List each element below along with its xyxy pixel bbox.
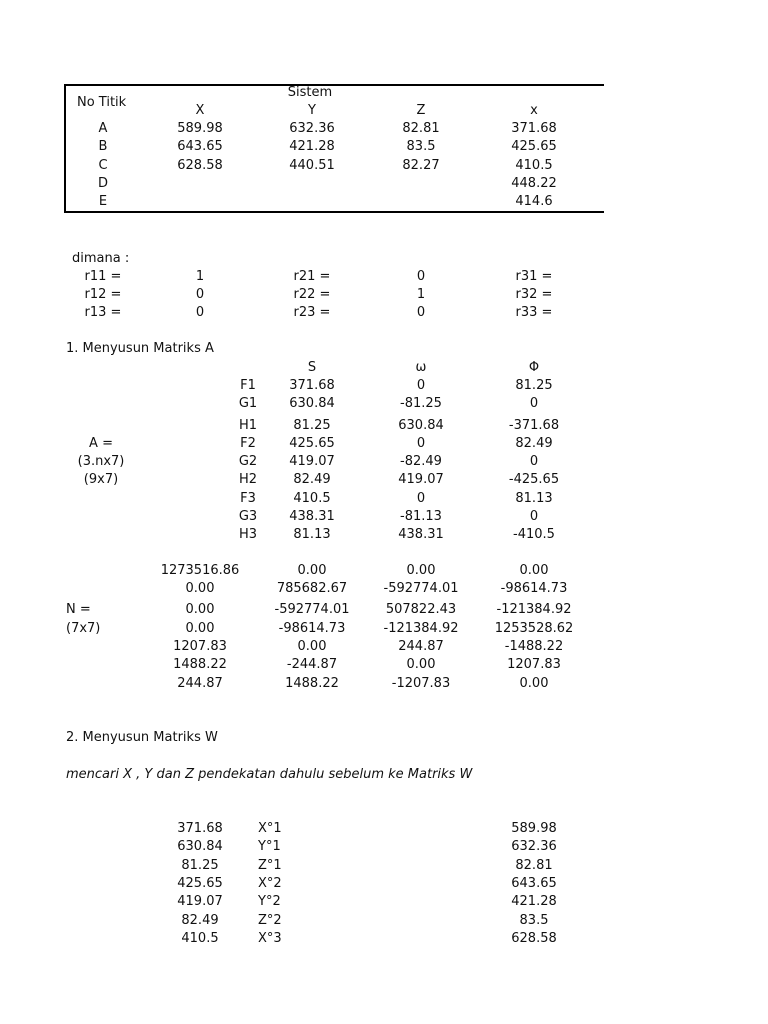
rotation-cell: r11 = [84,269,122,284]
matrix-a-cell: -410.5 [513,527,555,542]
matrix-a-cell: 419.07 [398,472,444,487]
rotation-cell: r23 = [293,305,331,320]
rotation-cell: r33 = [515,305,553,320]
table-row-label: D [97,175,109,191]
approx-value: 630.84 [177,839,223,855]
rotation-cell: r12 = [84,287,122,302]
matrix-a-header: S [307,360,317,375]
header-no-titik: No Titik [77,95,127,110]
dimana-label: dimana : [72,251,130,266]
table-cell: 425.65 [511,139,557,155]
matrix-a-cell: 82.49 [515,436,553,451]
matrix-n-cell: 0.00 [185,602,215,617]
table-cell: 632.36 [289,121,335,136]
matrix-a-row-label: H2 [238,472,258,487]
matrix-a-cell: 0 [416,436,426,451]
column-header-x: x [530,103,538,118]
column-header-x: X [195,103,205,118]
matrix-n-cell: -121384.92 [496,602,572,617]
approx-value: 82.81 [515,857,553,873]
matrix-a-cell: 81.25 [515,378,553,393]
matrix-a-row-label: G3 [238,509,258,524]
matrix-n-cell: 1488.22 [173,657,227,672]
table-cell: 82.27 [402,157,440,173]
approx-value: 628.58 [511,930,557,946]
matrix-n-cell: 1207.83 [507,657,561,672]
rotation-cell: 1 [416,287,426,302]
matrix-n-cell: -244.87 [286,657,338,672]
matrix-a-row-label: H1 [238,418,258,433]
matrix-a-cell: -81.25 [400,396,442,411]
section1-title: 1. Menyusun Matriks A [66,341,214,356]
matrix-n-cell: 0.00 [297,563,327,578]
table-cell: 82.81 [402,121,440,136]
approx-value: 82.49 [181,912,219,928]
approx-label: Y°1 [258,839,281,855]
matrix-n-cell: -1488.22 [504,639,564,654]
matrix-n-size: (7x7) [66,621,101,636]
matrix-n-cell: 244.87 [398,639,444,654]
table-cell: 628.58 [177,157,223,173]
matrix-a-cell: 81.13 [515,491,553,506]
matrix-n-cell: 0.00 [519,563,549,578]
approx-value: 81.25 [181,857,219,873]
matrix-a-cell: 0 [529,454,539,469]
matrix-n-cell: 1253528.62 [494,621,574,636]
table-cell: 371.68 [511,121,557,136]
approx-value: 589.98 [511,821,557,836]
approx-value: 425.65 [177,875,223,891]
table-row-label: B [98,139,108,155]
matrix-a-cell: 425.65 [289,436,335,451]
matrix-n-cell: -98614.73 [278,621,346,636]
matrix-a-cell: -81.13 [400,509,442,524]
matrix-a-cell: -371.68 [508,418,560,433]
rotation-cell: r22 = [293,287,331,302]
matrix-n-cell: -592774.01 [274,602,350,617]
matrix-a-cell: 81.25 [293,418,331,433]
table-row-label: C [98,157,108,173]
matrix-a-cell: 438.31 [398,527,444,542]
table-cell: 421.28 [289,139,335,155]
approx-label: X°3 [258,930,282,946]
approx-label: Z°2 [258,912,282,928]
matrix-n-cell: -98614.73 [500,581,568,596]
approx-label: Z°1 [258,857,282,873]
rotation-cell: 0 [195,287,205,302]
matrix-a-cell: -82.49 [400,454,442,469]
matrix-n-cell: 244.87 [177,676,223,691]
approx-value: 410.5 [181,930,219,946]
rotation-cell: 1 [195,269,205,284]
approx-value: 632.36 [511,839,557,855]
matrix-n-cell: 507822.43 [385,602,457,617]
rotation-cell: 0 [195,305,205,320]
matrix-a-cell: 82.49 [293,472,331,487]
matrix-n-cell: 1207.83 [173,639,227,654]
section2-note: mencari X , Y dan Z pendekatan dahulu sebelum ke Matriks W [66,767,473,782]
matrix-a-cell: 0 [529,509,539,524]
matrix-a-header: ω [415,360,427,375]
matrix-n-cell: 785682.67 [276,581,348,596]
matrix-a-cell: 371.68 [289,378,335,393]
matrix-n-cell: -1207.83 [391,676,451,691]
matrix-a-row-label: G2 [238,454,258,469]
table-row-label: A [98,121,108,136]
table-cell: 643.65 [177,139,223,155]
matrix-a-label: A = [89,436,113,451]
column-header-z: Z [416,103,426,118]
matrix-a-cell: 410.5 [293,491,331,506]
approx-value: 83.5 [519,912,549,928]
matrix-a-row-label: H3 [238,527,258,542]
matrix-a-header: Φ [528,360,540,375]
matrix-a-cell: 438.31 [289,509,335,524]
table-cell: 414.6 [515,194,553,210]
rotation-cell: r13 = [84,305,122,320]
header-sistem: Sistem [287,85,333,100]
matrix-a-row-label: F1 [240,378,256,393]
rotation-cell: r31 = [515,269,553,284]
matrix-n-cell: 1488.22 [285,676,339,691]
approx-value: 371.68 [177,821,223,836]
matrix-a-cell: 0 [529,396,539,411]
matrix-n-cell: -592774.01 [383,581,459,596]
matrix-n-cell: 1273516.86 [160,563,240,578]
approx-label: X°2 [258,875,282,891]
rotation-cell: 0 [416,305,426,320]
table-cell: 83.5 [406,139,436,155]
matrix-n-label: N = [66,602,91,617]
matrix-n-cell: 0.00 [185,581,215,596]
approx-value: 643.65 [511,875,557,891]
matrix-a-row-label: F2 [240,436,256,451]
matrix-a-cell: 419.07 [289,454,335,469]
matrix-a-cell: 0 [416,378,426,393]
matrix-a-label: (3.nx7) [77,454,125,469]
approx-value: 421.28 [511,894,557,910]
rotation-cell: r21 = [293,269,331,284]
approx-value: 419.07 [177,894,223,910]
matrix-a-cell: 0 [416,491,426,506]
section2-title: 2. Menyusun Matriks W [66,730,218,745]
matrix-a-cell: 630.84 [289,396,335,411]
matrix-a-cell: 81.13 [293,527,331,542]
approx-label: Y°2 [258,894,281,910]
matrix-a-row-label: G1 [238,396,258,411]
table-cell: 448.22 [511,175,557,191]
approx-label: X°1 [258,821,282,836]
matrix-n-cell: 0.00 [406,563,436,578]
matrix-n-cell: 0.00 [519,676,549,691]
matrix-a-cell: 630.84 [398,418,444,433]
matrix-a-row-label: F3 [240,491,256,506]
matrix-a-label: (9x7) [83,472,119,487]
column-header-y: Y [308,103,316,118]
table-row-label: E [98,194,108,210]
matrix-n-cell: -121384.92 [383,621,459,636]
table-cell: 589.98 [177,121,223,136]
table-cell: 410.5 [515,157,553,173]
rotation-cell: 0 [416,269,426,284]
rotation-cell: r32 = [515,287,553,302]
matrix-n-cell: 0.00 [406,657,436,672]
table-cell: 440.51 [289,157,335,173]
matrix-n-cell: 0.00 [185,621,215,636]
matrix-n-cell: 0.00 [297,639,327,654]
matrix-a-cell: -425.65 [508,472,560,487]
